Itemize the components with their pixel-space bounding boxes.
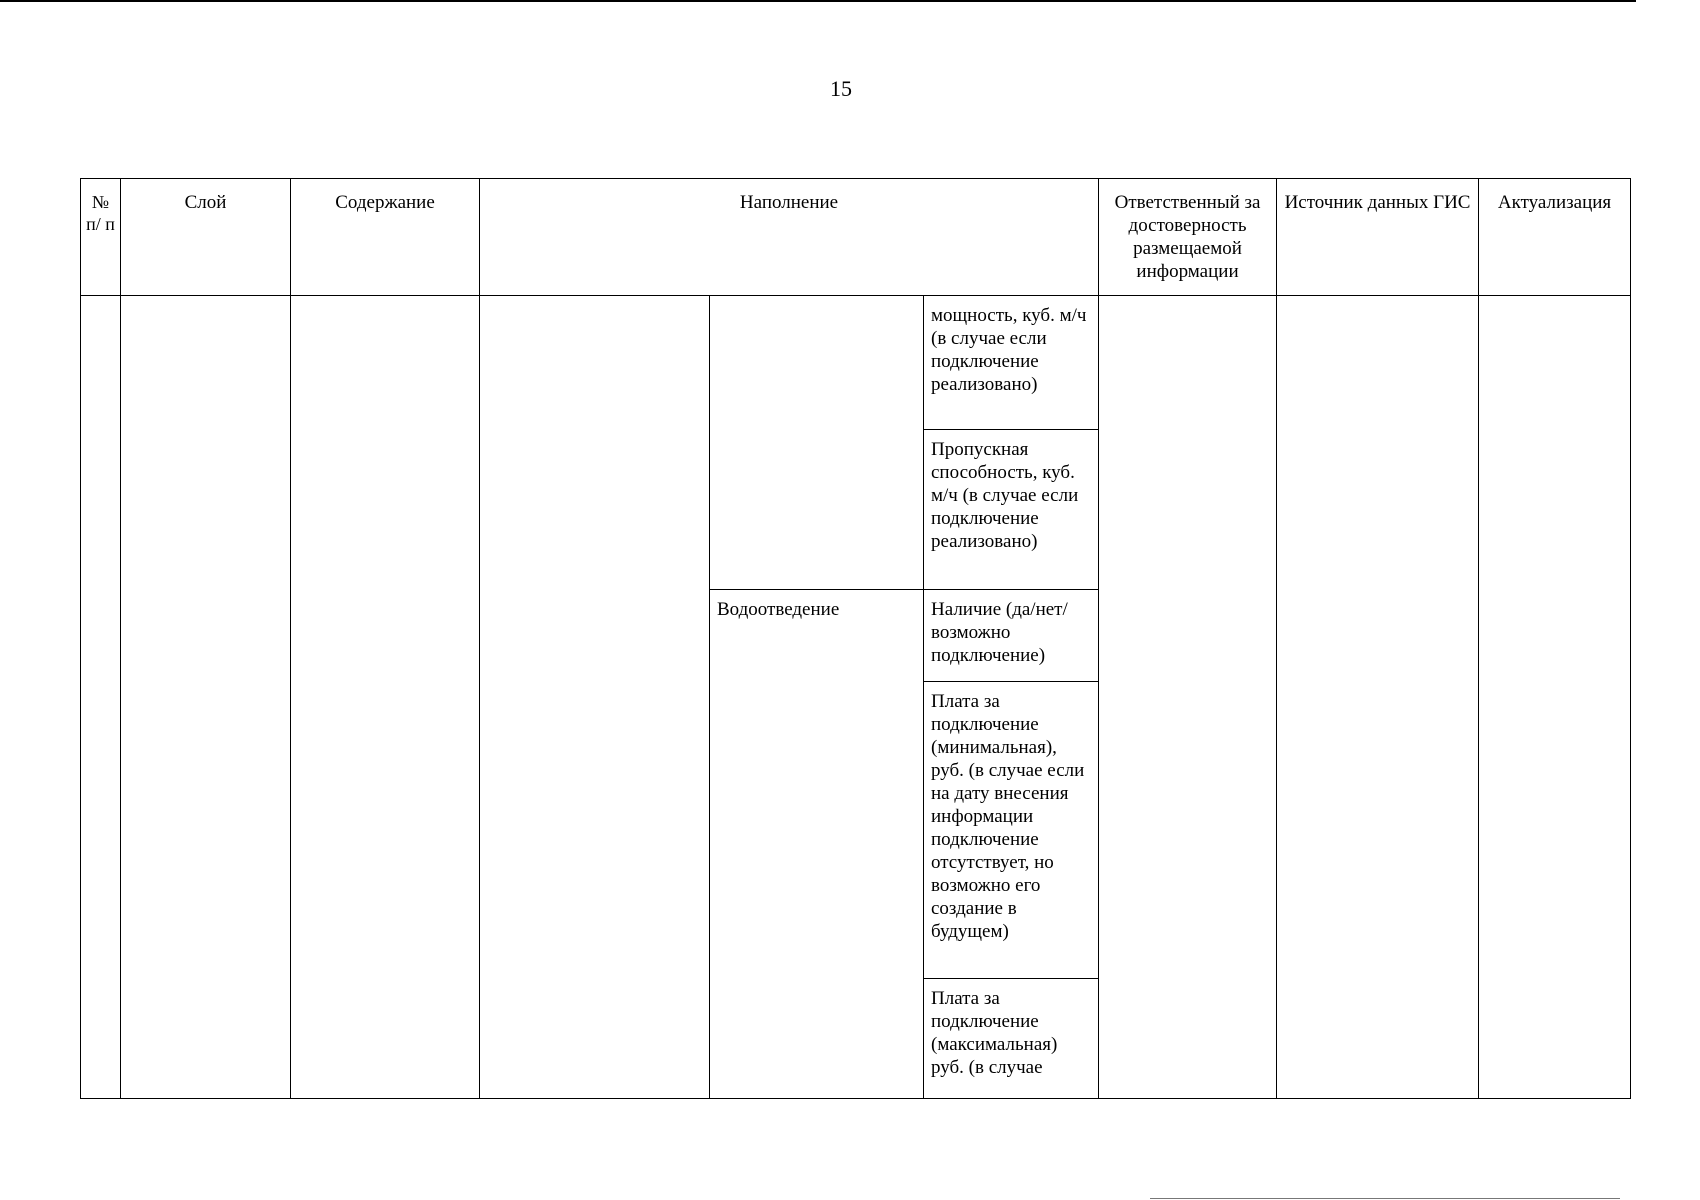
filling-group-sewerage: Водоотведение [717,599,840,620]
header-responsible-cell [1099,179,1277,296]
table-header-row [81,179,1631,296]
filling-item-throughput: Пропускная способность, куб. м/ч (в случае если подключение реализовано) [931,439,1079,552]
filling-item-capacity: мощность, куб. м/ч (в случае если подключение реализовано) [931,305,1087,395]
filling-group-cell [710,590,924,1099]
filling-item-cell [924,682,1099,979]
update-cell [1479,296,1631,1099]
header-num-cell [81,179,121,296]
header-filling-cell [480,179,1099,296]
header-content-cell [291,179,480,296]
source-cell [1277,296,1479,1099]
page-number: 15 [830,76,852,101]
filling-item-availability: Наличие (да/нет/возможно подключение) [931,599,1068,666]
filling-item-cell [924,590,1099,682]
filling-item-fee-max: Плата за подключение (максимальная) руб. (в случае [931,988,1058,1078]
table-row [81,296,1631,430]
filling-item-fee-min: Плата за подключение (минимальная), руб. (в случае если на дату внесения информации подключение отсутствует, но возможно его создание в будущем) [931,691,1085,942]
filling-item-cell [924,296,1099,430]
filling-item-cell [924,979,1099,1099]
scan-artifact-line [1150,1198,1620,1199]
content-cell [291,296,480,1099]
header-filling: Наполнение [739,192,839,213]
header-layer-cell [121,179,291,296]
responsible-cell [1099,296,1277,1099]
num-cell [81,296,121,1099]
gis-layers-table [80,178,1631,1099]
header-update: Актуализация [1497,192,1612,213]
header-responsible: Ответственный за достоверность размещаемой информации [1114,192,1261,282]
layer-cell [121,296,291,1099]
filling-category-cell [480,296,710,1099]
page-top-border [0,0,1636,2]
header-layer: Слой [184,192,227,213]
header-update-cell [1479,179,1631,296]
filling-item-cell [924,430,1099,590]
header-content: Содержание [335,192,435,213]
header-num: № п/ п [86,192,115,234]
header-source: Источник данных ГИС [1284,192,1471,213]
header-source-cell [1277,179,1479,296]
filling-group-cell [710,296,924,590]
